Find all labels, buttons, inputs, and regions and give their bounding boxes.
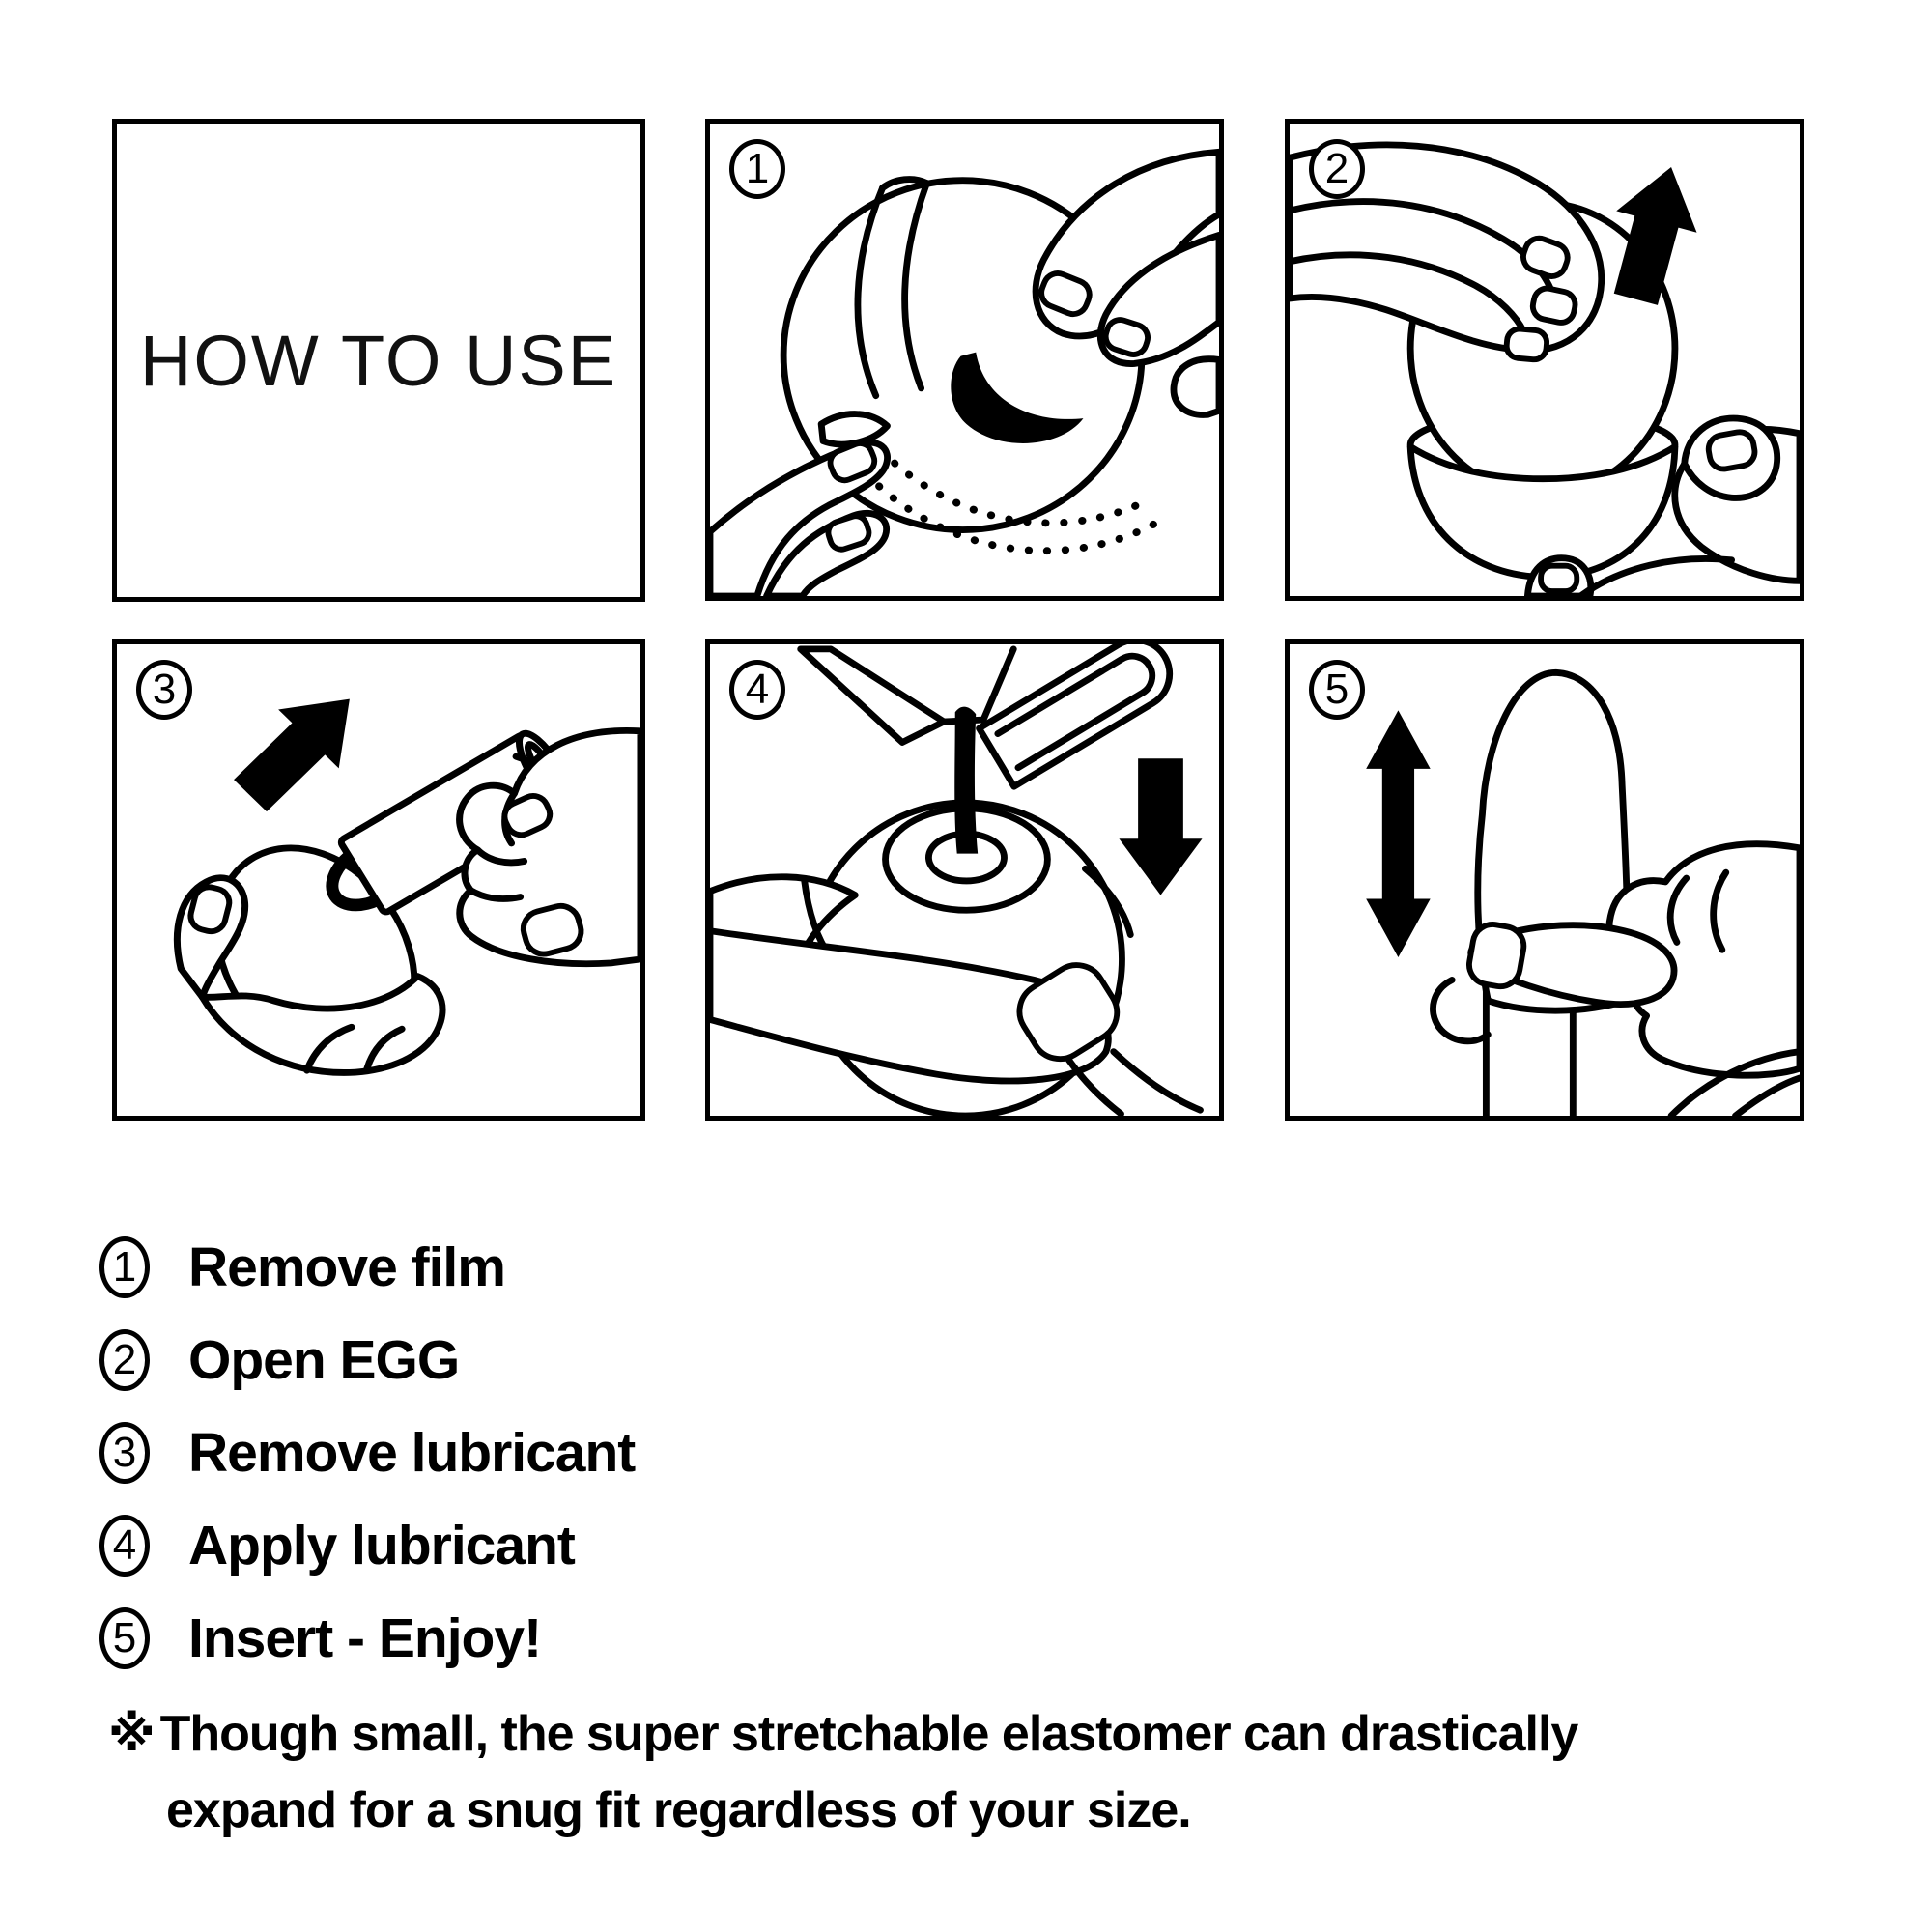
panel-number-3: 3 (136, 660, 192, 720)
step-item-4 (99, 1515, 635, 1577)
panel-number-4: 4 (729, 660, 785, 720)
panel-number-2: 2 (1309, 139, 1365, 199)
panel-insert-enjoy (1285, 639, 1804, 1121)
panel-remove-lubricant (112, 639, 645, 1121)
apply-lubricant-illustration (710, 644, 1219, 1116)
step-number-4: 4 (99, 1515, 150, 1577)
remove-film-illustration (710, 124, 1219, 596)
lubricant-stream (954, 707, 978, 854)
page-title: HOW TO USE (139, 320, 618, 401)
fingertip-line (1433, 980, 1488, 1040)
footnote-text-1: Though small, the super stretchable elastomer can drastically (159, 1706, 1578, 1762)
finger-outline (1174, 359, 1219, 415)
step-item-3 (99, 1422, 635, 1484)
left-hand-pinching-film (710, 414, 888, 596)
panel-number-1: 1 (729, 139, 785, 199)
step-number-1: 1 (99, 1236, 150, 1298)
panel-number-5: 5 (1309, 660, 1365, 720)
insert-enjoy-illustration (1290, 644, 1800, 1116)
sachet-torn-flap (801, 649, 944, 743)
title-panel (112, 119, 645, 602)
thumbnail (1466, 922, 1527, 990)
step-number-2: 2 (99, 1329, 150, 1391)
step-label-1: Remove film (188, 1236, 505, 1298)
footnote-text-2: expand for a snug fit regardless of your size. (166, 1782, 1191, 1838)
panel-open-egg (1285, 119, 1804, 601)
step-list (99, 1236, 635, 1700)
footnote-line-2 (108, 1773, 1577, 1849)
remove-lubricant-illustration (117, 644, 640, 1116)
step-item-5 (99, 1607, 635, 1669)
down-arrow-icon (1119, 758, 1202, 895)
step-label-3: Remove lubricant (188, 1422, 636, 1484)
reference-mark: ※ (108, 1706, 155, 1762)
step-item-1 (99, 1236, 635, 1298)
footnote (108, 1696, 1577, 1849)
thumbnail (1706, 430, 1756, 471)
fingernail (1506, 327, 1548, 360)
open-egg-illustration (1290, 124, 1800, 596)
step-label-5: Insert - Enjoy! (188, 1607, 542, 1669)
up-right-arrow-icon (220, 669, 380, 825)
step-number-5: 5 (99, 1607, 150, 1669)
up-down-arrow-icon (1366, 710, 1430, 957)
step-label-2: Open EGG (188, 1329, 460, 1391)
panel-remove-film (705, 119, 1224, 601)
footnote-line-1 (108, 1696, 1577, 1773)
panel-apply-lubricant (705, 639, 1224, 1121)
fingernail (1530, 286, 1577, 326)
fingernail (1541, 566, 1577, 591)
step-number-3: 3 (99, 1422, 150, 1484)
step-label-4: Apply lubricant (188, 1515, 575, 1577)
step-item-2 (99, 1329, 635, 1391)
